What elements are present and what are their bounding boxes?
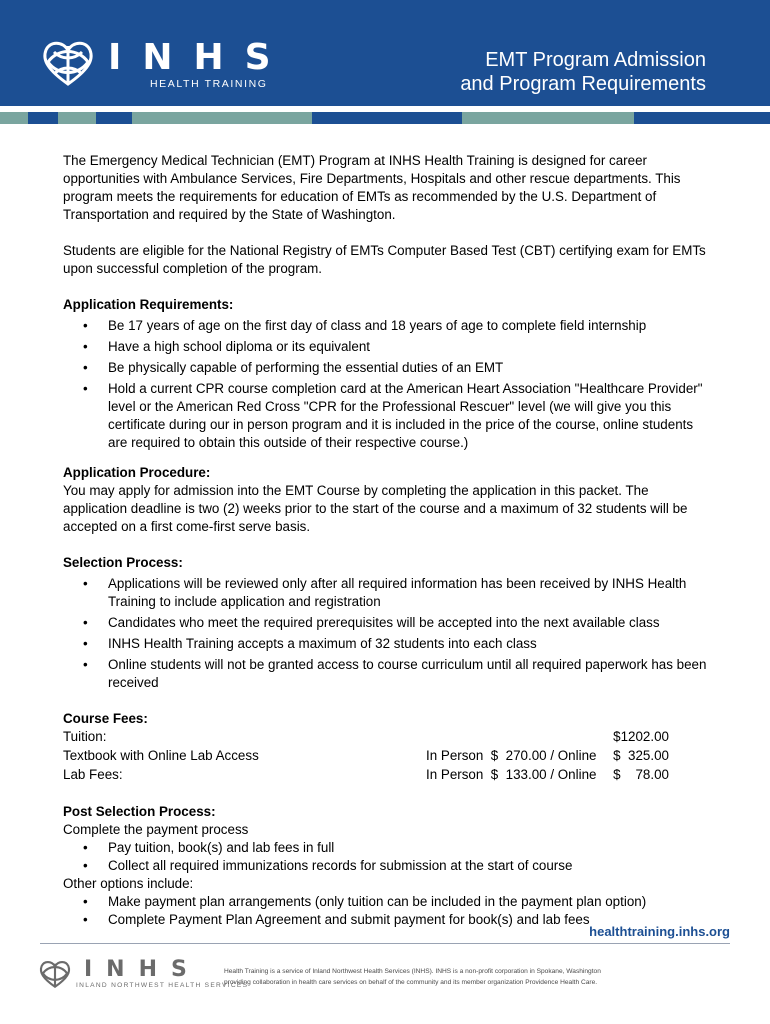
logo-subtitle: HEALTH TRAINING <box>150 78 268 90</box>
fee-label: Lab Fees: <box>63 767 123 782</box>
fee-row-lab <box>63 766 713 785</box>
header-banner <box>0 0 770 106</box>
list-item: • Collect all required immunizations records for submission at the start of course <box>63 857 713 875</box>
stripe-segment <box>634 112 770 124</box>
fee-detail: In Person $ 270.00 / Online <box>426 748 597 763</box>
list-item: • Pay tuition, book(s) and lab fees in full <box>63 839 713 857</box>
website-link[interactable]: healthtraining.inhs.org <box>589 924 730 939</box>
fee-row-textbook <box>63 747 713 766</box>
footer-description-line-2: providing collaboration in health care services on behalf of the community and its member organization Providence Health Care. <box>224 979 598 986</box>
list-item: • Complete Payment Plan Agreement and submit payment for book(s) and lab fees <box>63 911 713 929</box>
other-options-intro: Other options include: <box>63 876 194 891</box>
footer-divider <box>40 943 730 944</box>
stripe-segment <box>0 112 28 124</box>
stripe-segment <box>28 112 58 124</box>
list-item: • Candidates who meet the required prerequisites will be accepted into the next available class <box>63 614 713 632</box>
inhs-footer-logo-icon <box>38 958 72 990</box>
page-title <box>460 48 706 96</box>
application-requirements-list <box>63 317 713 452</box>
footer-description <box>224 966 644 988</box>
post-selection-list <box>63 839 713 875</box>
post-selection-intro: Complete the payment process <box>63 822 249 837</box>
fee-amount: $ 325.00 <box>613 748 669 763</box>
list-item: • INHS Health Training accepts a maximum of 32 students into each class <box>63 635 713 653</box>
stripe-segment <box>96 112 132 124</box>
page-title-line-2: and Program Requirements <box>460 73 706 95</box>
fee-amount: $ 78.00 <box>613 767 669 782</box>
list-item: • Online students will not be granted access to course curriculum until all required paperwork has been received <box>63 656 713 692</box>
document-body <box>63 152 713 929</box>
intro-paragraph: The Emergency Medical Technician (EMT) Program at INHS Health Training is designed for career opportunities with Ambulance Services, Fire Departments, Hospitals and other rescue departments. This program meets the requirements for education of EMTs as recommended by the U.S. Department of Transportation and required by the State of Washington. <box>63 153 681 222</box>
section-title-course-fees: Course Fees: <box>63 711 148 726</box>
intro-paragraph-2: Students are eligible for the National Registry of EMTs Computer Based Test (CBT) certifying exam for EMTs upon successful completion of the program. <box>63 243 706 276</box>
selection-process-list <box>63 575 713 692</box>
stripe-segment <box>312 112 342 124</box>
section-title-selection-process: Selection Process: <box>63 555 183 570</box>
inhs-logo-icon <box>40 38 96 88</box>
list-item: • Applications will be reviewed only after all required information has been received by INHS Health Training to include application and registration <box>63 575 713 611</box>
list-item: • Make payment plan arrangements (only tuition can be included in the payment plan option) <box>63 893 713 911</box>
footer-logo-subtitle: INLAND NORTHWEST HEALTH SERVICES <box>76 982 249 989</box>
list-item: • Have a high school diploma or its equivalent <box>63 338 713 356</box>
logo-wordmark: INHS <box>108 37 292 78</box>
stripe-segment <box>132 112 312 124</box>
fee-detail: In Person $ 133.00 / Online <box>426 767 597 782</box>
application-procedure-text: You may apply for admission into the EMT Course by completing the application in this packet. The application deadline is two (2) weeks prior to the start of the course and a maximum of 32 students will be accepted on a first come-first serve basis. <box>63 483 688 534</box>
list-item: • Hold a current CPR course completion card at the American Heart Association "Healthcare Provider" level or the American Red Cross "CPR for the Professional Rescuer" level (we will give you this certificate during our in person program and it is included in the price of the course, online students are required to obtain this outside of their respective course.) <box>63 380 713 452</box>
stripe-segment <box>342 112 462 124</box>
fee-amount: $1202.00 <box>613 729 669 744</box>
fee-label: Tuition: <box>63 729 107 744</box>
list-item: • Be physically capable of performing the essential duties of an EMT <box>63 359 713 377</box>
fee-label: Textbook with Online Lab Access <box>63 748 259 763</box>
section-title-application-procedure: Application Procedure: <box>63 465 211 480</box>
section-title-application-requirements: Application Requirements: <box>63 297 234 312</box>
footer-description-line-1: Health Training is a service of Inland Northwest Health Services (INHS). INHS is a non-profit corporation in Spokane, Washington <box>224 968 601 975</box>
footer-logo-wordmark: INHS <box>84 957 201 982</box>
section-title-post-selection: Post Selection Process: <box>63 804 216 819</box>
stripe-segment <box>462 112 634 124</box>
fee-row-tuition <box>63 728 713 747</box>
stripe-segment <box>58 112 96 124</box>
list-item: • Be 17 years of age on the first day of class and 18 years of age to complete field internship <box>63 317 713 335</box>
page-title-line-1: EMT Program Admission <box>485 49 706 71</box>
